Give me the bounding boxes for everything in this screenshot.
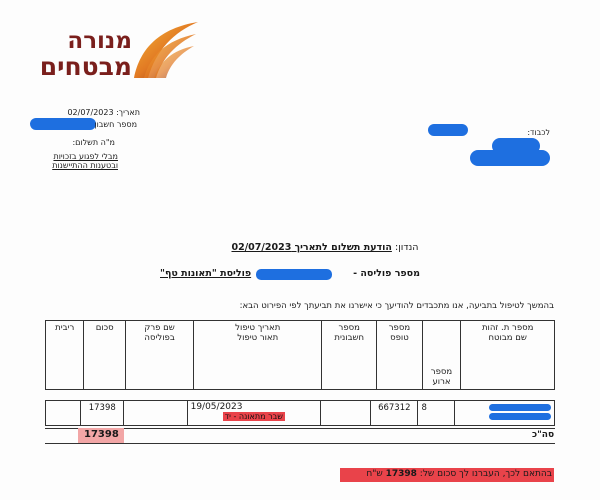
intro-text: בהמשך לטיפול בתביעה, אנו מתכבדים להודיעך כי אישרנו את תביעתך לפי הפירוט הבא: (239, 301, 554, 311)
rights-link[interactable]: מבלי לפגוע בזכויות (53, 152, 118, 161)
recipient-redaction-3 (470, 150, 550, 166)
header-form: מספר טופס (377, 321, 422, 390)
header-interest: ריבית (46, 321, 84, 390)
date-value: 02/07/2023 (67, 108, 114, 117)
cell-id-name (454, 401, 554, 426)
date-label: תאריך: (116, 108, 140, 117)
claims-table-header (45, 320, 555, 390)
subject-line (170, 242, 480, 253)
cell-invoice (321, 401, 371, 426)
subject-text: הודעת תשלום לתאריך 02/07/2023 (231, 242, 392, 253)
recipient-redaction-1 (428, 124, 468, 136)
header-event: מספר ארוע (422, 321, 461, 390)
header-section: שם פרק בפוליסה (125, 321, 193, 390)
header-amount: סכום (84, 321, 125, 390)
logo-text-line1: מנורה (67, 28, 132, 54)
footer-amount: 17398 (385, 469, 417, 479)
policy-label: מספר פוליסה - (353, 268, 420, 279)
policy-line (160, 268, 420, 282)
header-id-name: מספר ת. זהות שם מבוטח (461, 321, 555, 390)
limitation-link[interactable]: ובטענות ההתיישנות (52, 161, 118, 170)
cell-treatment (187, 401, 320, 426)
total-label: סה"כ (532, 430, 555, 440)
logo-text-line2: מבטחים (39, 52, 132, 81)
treatment-date: 19/05/2023 (190, 402, 243, 412)
treatment-desc: שבר מתאונה - יד (224, 412, 283, 421)
cell-event: 8 (418, 401, 454, 426)
total-value: 17398 (84, 429, 119, 440)
logo-swoosh-icon (130, 18, 202, 80)
footer-text (342, 469, 552, 479)
header-invoice: מספר חשבונית (322, 321, 377, 390)
insured-redaction-2 (489, 413, 551, 420)
cell-interest (46, 401, 81, 426)
recipient-label: לכבוד: (527, 128, 550, 137)
policy-type: פוליסת "תאונות טף" (160, 268, 252, 279)
insured-redaction-1 (489, 404, 551, 411)
footer-currency: ש"ח (366, 469, 383, 479)
payment-label: מ"ה תשלום: (72, 138, 115, 147)
cell-section (124, 401, 187, 426)
cell-amount: 17398 (81, 401, 124, 426)
policy-number-redaction (256, 269, 332, 280)
subject-prefix: הנדון: (394, 242, 419, 253)
cell-form: 667312 (371, 401, 418, 426)
footer-prefix: בהתאם לכך, העברנו לך סכום של: (419, 469, 552, 479)
date-row (50, 108, 140, 117)
claims-table-row (45, 400, 555, 426)
account-label: מספר חשבון (94, 120, 137, 129)
header-treatment: תאריך טיפול תאור טיפול (194, 321, 322, 390)
account-redaction (30, 118, 96, 130)
